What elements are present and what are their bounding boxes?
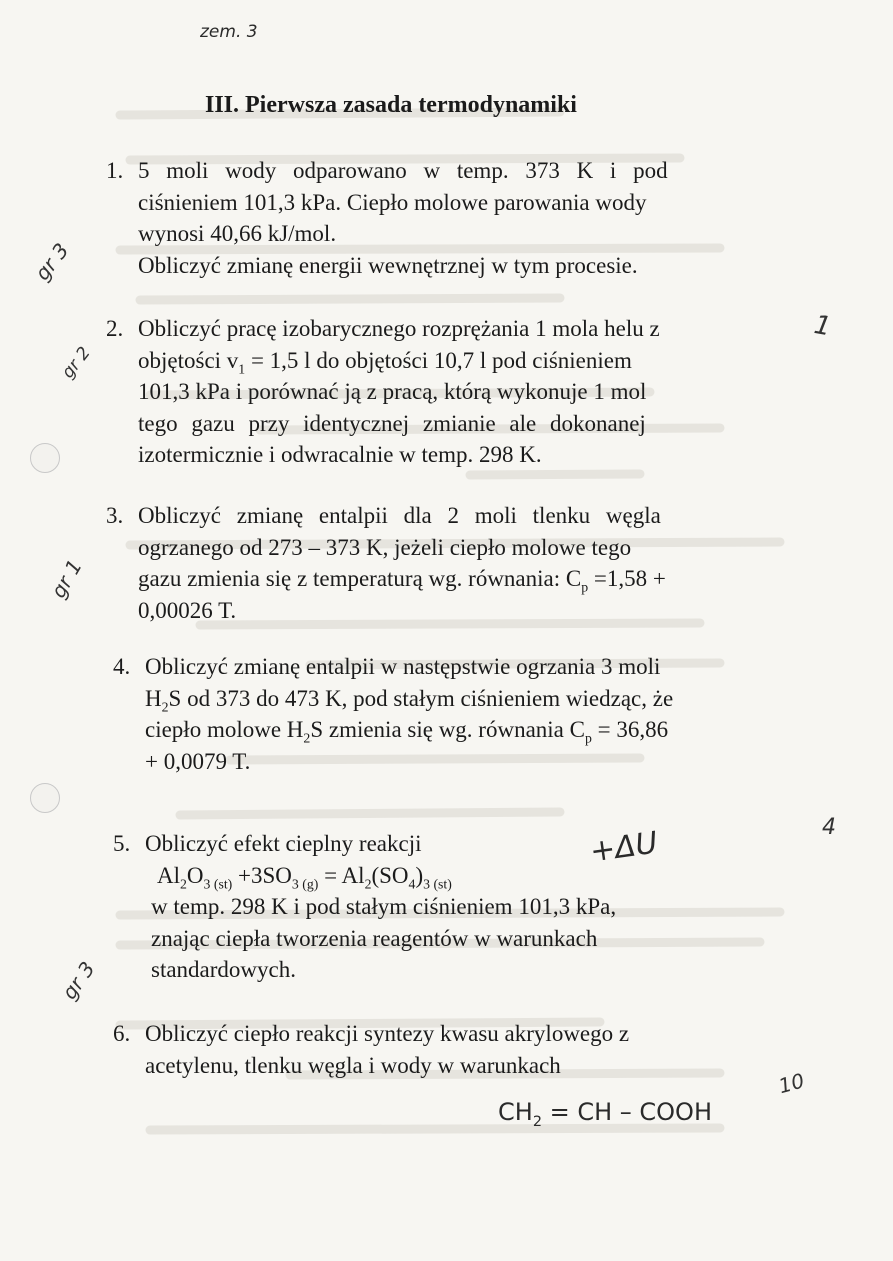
- problem-number: 4.: [113, 654, 131, 679]
- punch-hole: [30, 783, 60, 813]
- problem-line: Obliczyć zmianę entalpii w następstwie ogrzania 3 moli: [145, 654, 661, 679]
- problem-line: + 0,0079 T.: [145, 748, 251, 774]
- problem-4: [113, 651, 795, 777]
- problem-line: acetylenu, tlenku węgla i wody w warunkach: [145, 1052, 561, 1078]
- problem-line: $H_2S$ od 373 do 473 K, pod stałym ciśnieniem wiedząc, że: [145, 685, 674, 715]
- problem-1: [106, 155, 788, 281]
- handwritten-margin-note: gr 2: [58, 343, 95, 383]
- handwritten-right-note: 4: [822, 815, 836, 840]
- punch-hole: [30, 443, 60, 473]
- handwritten-right-note: 1: [811, 310, 834, 343]
- problem-line: 0,00026 T.: [138, 597, 237, 623]
- problem-line: znając ciepła tworzenia reagentów w warunkach: [151, 925, 598, 951]
- problem-number: 3.: [106, 503, 124, 528]
- problem-line: w temp. 298 K i pod stałym ciśnieniem 101,3 kPa,: [151, 894, 617, 919]
- problem-line: Obliczyć efekt cieplny reakcji: [145, 831, 422, 856]
- problem-line: ciśnieniem 101,3 kPa. Ciepło molowe parowania wody: [138, 189, 647, 215]
- problem-line: 5 moli wody odparowano w temp. 373 K i pod: [138, 158, 668, 183]
- problem-number: 5.: [113, 831, 131, 856]
- problem-3: [106, 500, 788, 626]
- problem-line: wynosi 40,66 kJ/mol.: [138, 221, 337, 246]
- problem-line: izotermicznie i odwracalnie w temp. 298 K.: [138, 442, 542, 467]
- problem-line: Obliczyć pracę izobarycznego rozprężania 1 mola helu z: [138, 316, 660, 341]
- problem-line: Obliczyć zmianę energii wewnętrznej w tym procesie.: [138, 252, 638, 278]
- handwritten-right-note: 10: [776, 1068, 807, 1099]
- problem-line: gazu zmienia się z temperaturą wg. równania: $C_p =1,58$ +: [138, 566, 666, 595]
- page-title: III. Pierwsza zasada termodynamiki: [205, 92, 577, 118]
- problem-line: 101,3 kPa i porównać ją z pracą, którą wykonuje 1 mol: [138, 379, 647, 404]
- handwritten-margin-note: gr 3: [30, 238, 74, 285]
- problem-line: ogrzanego od 273 – 373 K, jeżeli ciepło molowe tego: [138, 534, 632, 560]
- problem-line: standardowych.: [151, 957, 296, 982]
- problem-6: [113, 1018, 795, 1081]
- reaction-equation: $Al_2O_3$ $_{(st)} +3SO_3$ $_{(g)} = Al_2(SO_4)_3$ $_{(st)}$: [157, 862, 452, 892]
- problem-line: tego gazu przy identycznej zmianie ale dokonanej: [138, 410, 646, 436]
- problem-line: ciepło molowe $H_2S$ zmienia się wg. równania $C_p = 36,86$: [145, 717, 669, 746]
- handwritten-plus-delta-u: +ΔU: [587, 825, 660, 870]
- problem-number: 6.: [113, 1021, 131, 1046]
- handwritten-acrylic-acid-formula: $CH_2$ = CH – COOH: [498, 1098, 712, 1130]
- problem-line: objętości $v_1 = 1,5$ l do objętości 10,7 l pod ciśnieniem: [138, 347, 632, 377]
- problem-5: [113, 828, 795, 986]
- problem-number: 2.: [106, 316, 124, 341]
- problem-line: Obliczyć ciepło reakcji syntezy kwasu akrylowego z: [145, 1021, 630, 1046]
- problem-line: Obliczyć zmianę entalpii dla 2 moli tlenku węgla: [138, 503, 661, 528]
- handwritten-margin-note: gr 1: [46, 555, 87, 602]
- handwritten-margin-note: gr 3: [57, 957, 100, 1004]
- problem-2: [106, 313, 788, 471]
- problem-number: 1.: [106, 158, 124, 183]
- header-note: zem. 3: [200, 22, 258, 42]
